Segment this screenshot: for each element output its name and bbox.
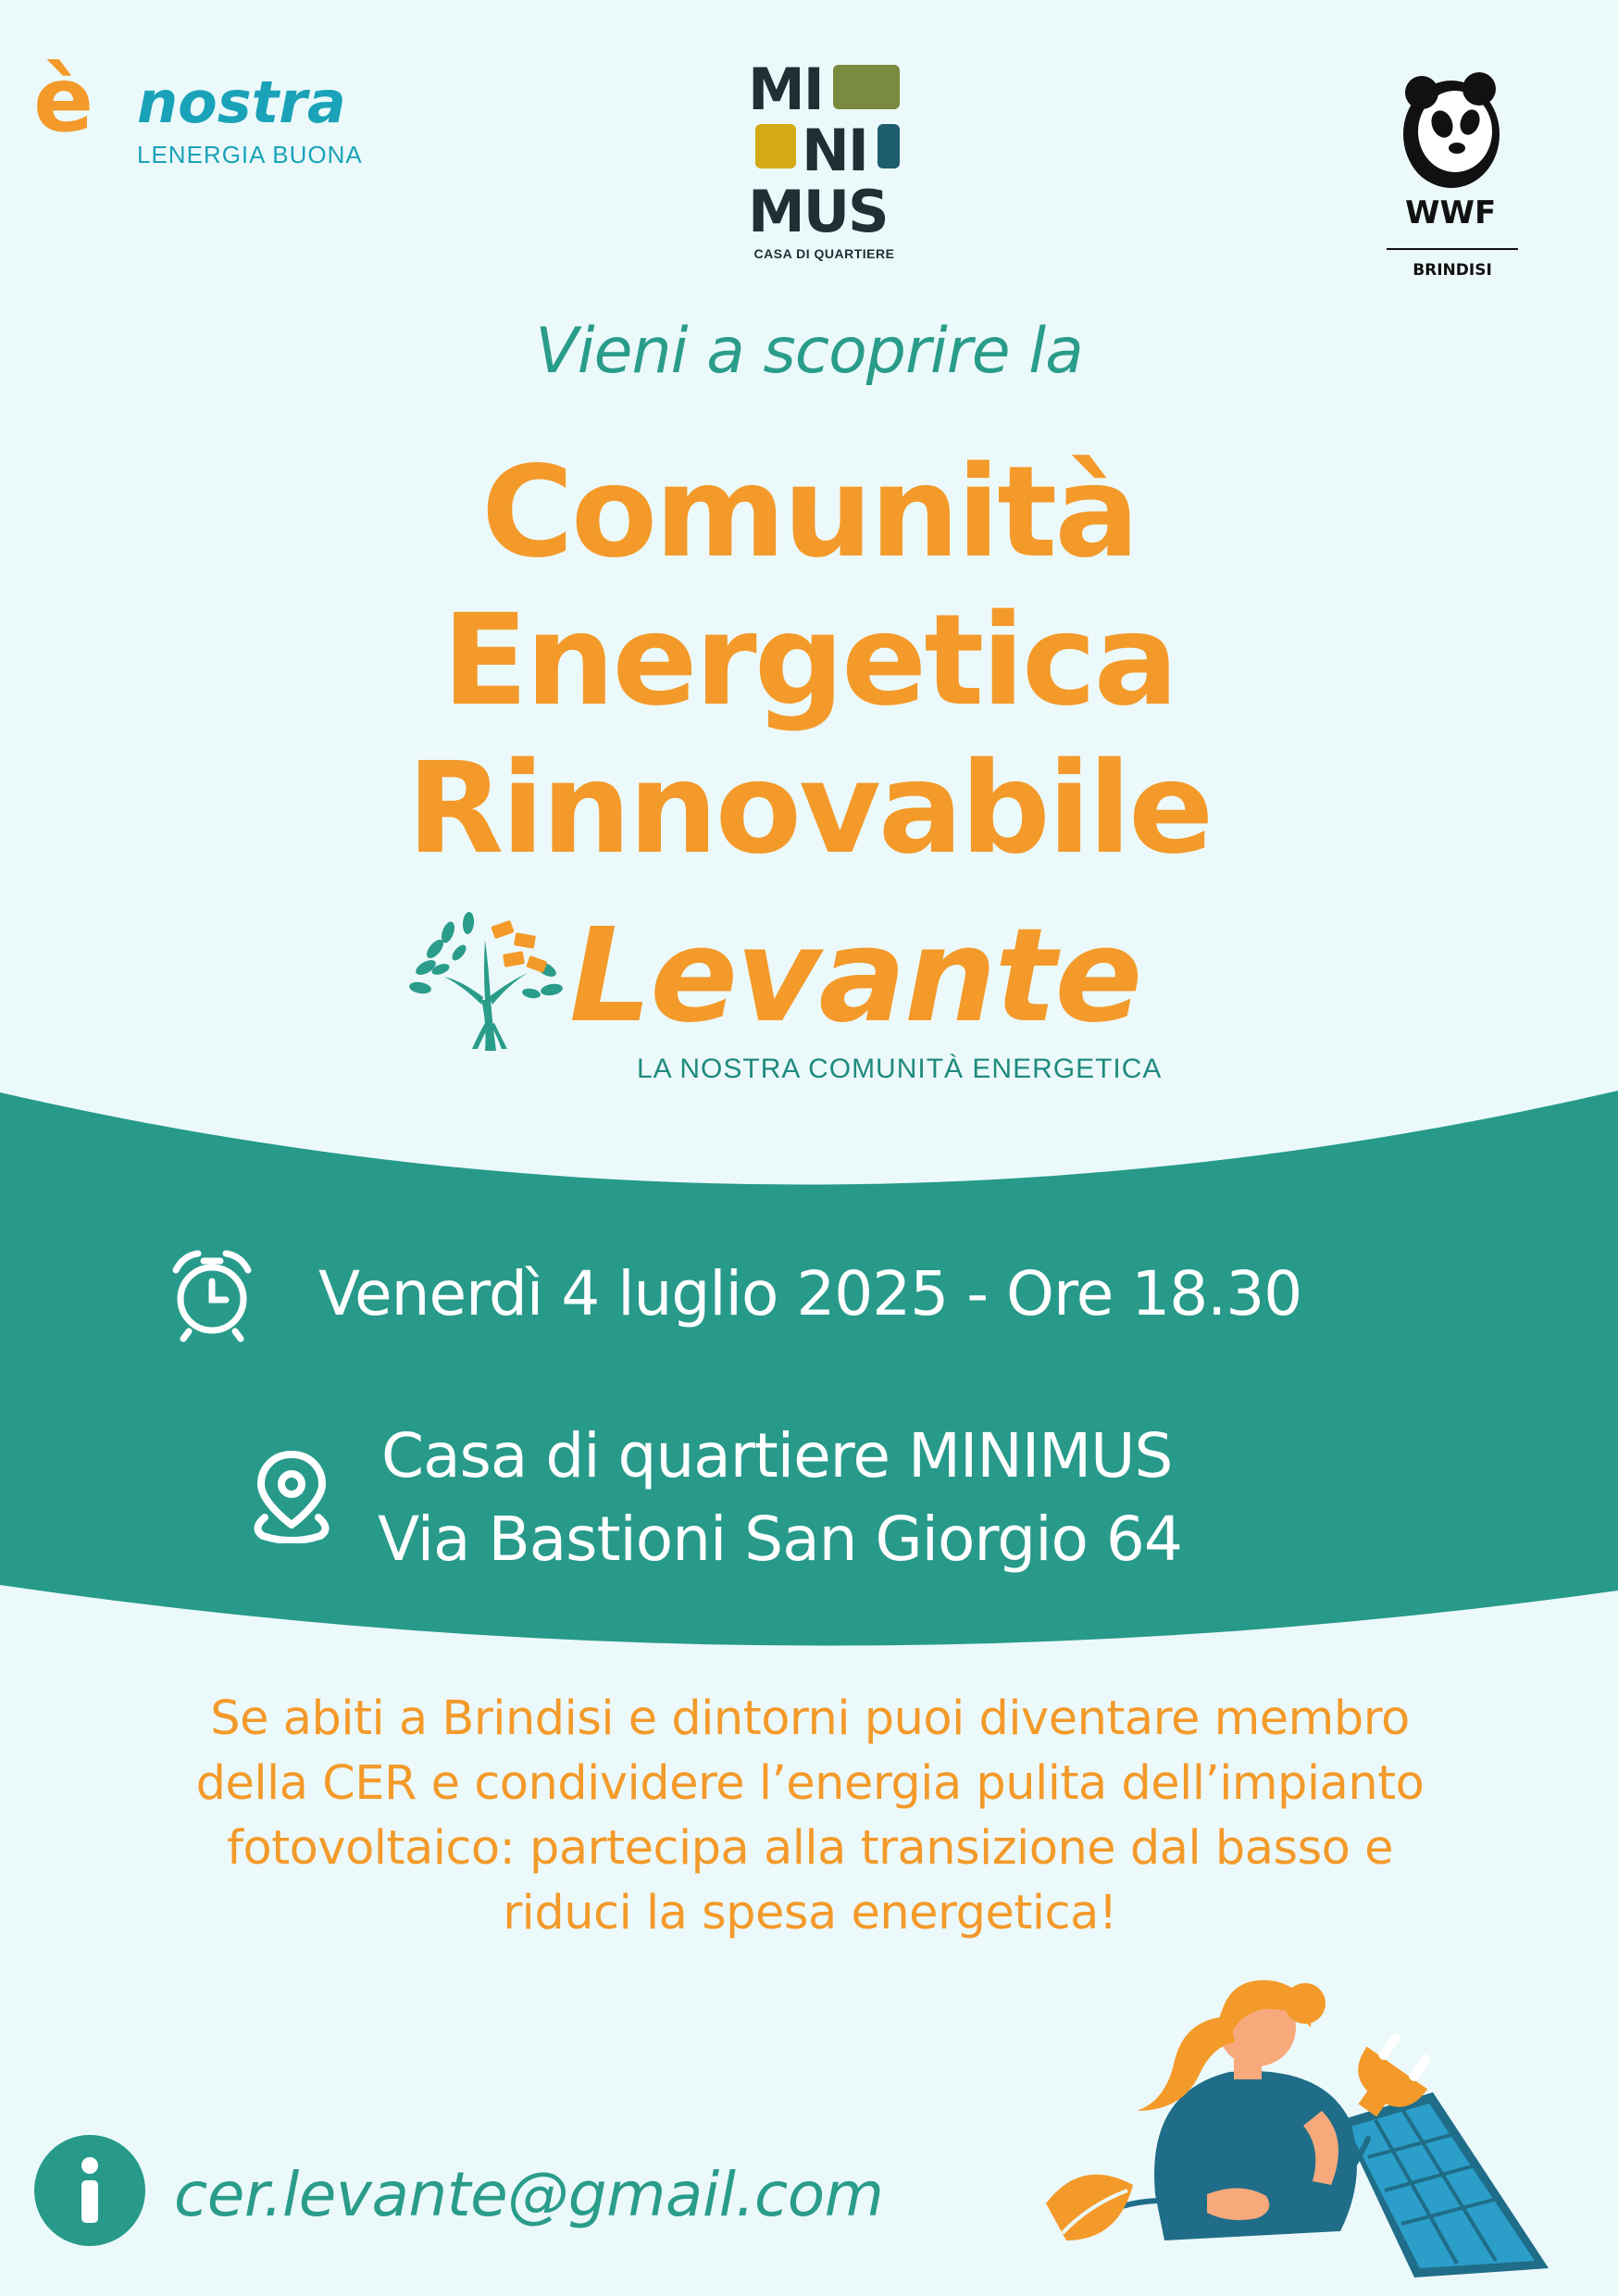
enostra-logo-mark: è [33,48,94,152]
title-line-2: Energetica [442,588,1176,734]
contact-email[interactable]: cer.levante@gmail.com [174,2159,884,2230]
woman-plug-solar-illustration [1044,1963,1562,2287]
event-venue: Casa di quartiere MINIMUS [381,1420,1173,1491]
wwf-logo-name: WWF [1405,194,1497,231]
levante-logo-subtitle: LA NOSTRA COMUNITÀ ENERGETICA [637,1054,1163,1084]
location-pin-icon [248,1449,335,1543]
info-icon [33,2134,146,2247]
description-line-3: fotovoltaico: partecipa alla transizione dal basso e [227,1821,1393,1876]
event-address: Via Bastioni San Giorgio 64 [378,1504,1182,1575]
levante-logo-name: Levante [569,901,1141,1052]
description-line-4: riduci la spesa energetica! [503,1886,1117,1940]
minimus-logo-row2: NI [802,117,867,184]
minimus-logo-row3: MUS [748,178,888,245]
description-paragraph [102,1687,1518,1946]
title-line-3: Rinnovabile [406,736,1212,882]
intro-text: Vieni a scoprire la [535,315,1083,388]
enostra-logo-name: nostra [137,69,346,136]
minimus-logo-row1: MI [748,56,823,123]
alarm-clock-icon [170,1248,254,1342]
event-date-time: Venerdì 4 luglio 2025 - Ore 18.30 [318,1258,1302,1329]
minimus-logo-subtitle: CASA DI QUARTIERE [753,246,895,261]
title-line-1: Comunità [481,440,1137,586]
enostra-logo-tagline: LENERGIA BUONA [137,141,363,168]
description-line-1: Se abiti a Brindisi e dintorni puoi diventare membro [210,1691,1410,1746]
wwf-logo-city: BRINDISI [1413,261,1492,280]
description-line-2: della CER e condividere l’energia pulita dell’impianto [195,1756,1425,1811]
